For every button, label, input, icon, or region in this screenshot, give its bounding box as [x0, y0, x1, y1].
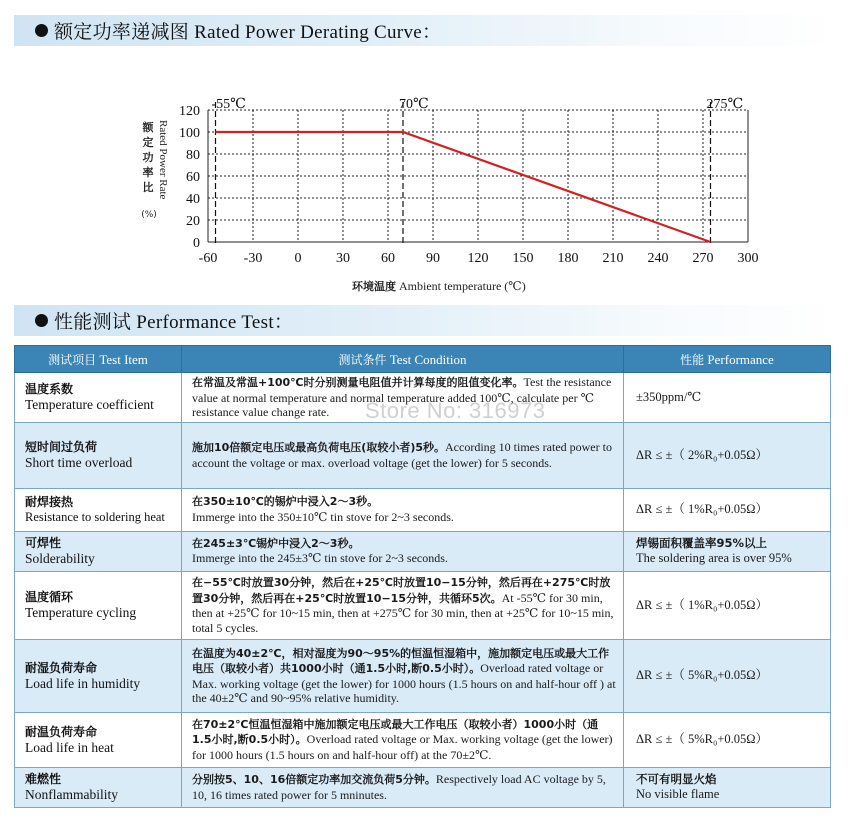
marker-label: -55℃ — [211, 97, 246, 112]
cell-performance: ΔR ≤ ±（ 1%R₀+0.05Ω） — [624, 488, 831, 531]
y-tick-label: 0 — [193, 236, 200, 251]
cell-performance: ΔR ≤ ±（ 1%R₀+0.05Ω） — [624, 571, 831, 639]
x-tick-label: 240 — [647, 251, 669, 266]
x-axis-label-en: Ambient temperature (℃) — [399, 279, 526, 293]
x-tick-label: -30 — [243, 251, 263, 266]
table-row — [15, 712, 831, 767]
y-axis-label-char: 功 — [142, 151, 154, 164]
header-test-item: 测试项目 Test Item — [15, 346, 182, 373]
y-tick-label: 60 — [186, 170, 200, 185]
header-test-condition: 测试条件 Test Condition — [182, 346, 624, 373]
header-performance: 性能 Performance — [624, 346, 831, 373]
section-header-derating — [14, 15, 840, 46]
x-axis-label — [352, 278, 526, 294]
section-title-derating: 额定功率递减图 Rated Power Derating Curve： — [54, 22, 442, 43]
cell-test-condition: 在245±3℃锡炉中浸入2～3秒。 Immerge into the 245±3℃ tin stove for 2~3 seconds. — [182, 531, 624, 571]
section-header-performance — [14, 305, 840, 336]
cell-test-condition: 在70±2℃恒温恒湿箱中施加额定电压或最大工作电压（取较小者）1000小时（通1.5小时,断0.5小时）。Overload rated voltage or Max. working voltage (get the lower) for 1000 hours (1.5 hours on and half-hour off) at the 70±2℃. — [182, 712, 624, 767]
derating-chart — [130, 90, 780, 300]
cell-test-item: 可焊性 Solderability — [15, 531, 182, 571]
table-row — [15, 531, 831, 571]
y-tick-label: 100 — [179, 126, 200, 141]
table-row — [15, 422, 831, 488]
table-row — [15, 639, 831, 712]
x-tick-label: 300 — [737, 251, 759, 266]
cell-test-item: 温度系数 Temperature coefficient — [15, 373, 182, 423]
y-tick-label: 120 — [179, 104, 200, 119]
store-watermark: Store No: 316973 — [365, 398, 546, 423]
bullet-icon — [35, 314, 48, 327]
y-axis-unit: (%) — [141, 210, 157, 220]
x-tick-label: 180 — [557, 251, 579, 266]
derating-line — [216, 132, 711, 242]
y-axis-label-char: 定 — [142, 136, 154, 149]
x-axis-label-cn: 环境温度 — [352, 280, 396, 293]
bullet-icon — [35, 24, 48, 37]
x-tick-label: 150 — [512, 251, 534, 266]
cell-performance: 不可有明显火焰 No visible flame — [624, 767, 831, 807]
cell-performance: ±350ppm/℃ — [624, 373, 831, 423]
x-tick-label: 90 — [426, 251, 440, 266]
x-tick-label: 30 — [336, 251, 350, 266]
cell-performance: ΔR ≤ ±（ 5%R₀+0.05Ω） — [624, 712, 831, 767]
y-tick-label: 20 — [186, 214, 200, 229]
table-row — [15, 767, 831, 807]
cell-test-item: 短时间过负荷 Short time overload — [15, 422, 182, 488]
cell-test-condition: 在温度为40±2℃，相对湿度为90～95%的恒温恒湿箱中，施加额定电压或最大工作电压（取较小者）共1000小时（通1.5小时,断0.5小时）。Overload rated voltage or Max. working voltage (get the lower) for 1000 hours (1.5 hours on and half-hour off ) at the 40±2℃ and 90~95% relative humidity. — [182, 639, 624, 712]
x-tick-label: -60 — [198, 251, 218, 266]
x-tick-label: 210 — [602, 251, 624, 266]
performance-table — [14, 345, 831, 808]
cell-test-item: 耐焊接热 Resistance to soldering heat — [15, 488, 182, 531]
cell-test-item: 温度循环 Temperature cycling — [15, 571, 182, 639]
y-axis-label — [136, 120, 176, 220]
cell-test-item: 耐温负荷寿命 Load life in heat — [15, 712, 182, 767]
cell-test-condition: 在常温及常温+100℃时分别测量电阻值并计算每度的阻值变化率。Test the resistance value at normal temperature and normal temperature added 100℃, calculate per ℃ resistance value change rate. — [182, 373, 624, 423]
y-axis-label-cn — [140, 120, 156, 195]
table-row — [15, 373, 831, 423]
table-row — [15, 488, 831, 531]
x-tick-label: 270 — [692, 251, 714, 266]
cell-test-condition: 在350±10℃的锡炉中浸入2～3秒。 Immerge into the 350±10℃ tin stove for 2~3 seconds. — [182, 488, 624, 531]
marker-label: 70℃ — [399, 97, 429, 112]
x-tick-label: 0 — [294, 251, 302, 266]
cell-test-item: 耐湿负荷寿命 Load life in humidity — [15, 639, 182, 712]
y-tick-label: 80 — [186, 148, 200, 163]
y-axis-label-char: 率 — [142, 166, 154, 179]
cell-test-condition: 分别按5、10、16倍额定功率加交流负荷5分钟。Respectively load AC voltage by 5, 10, 16 times rated power for 5 mninutes. — [182, 767, 624, 807]
y-axis-label-char: 比 — [142, 181, 154, 194]
table-header-row — [15, 346, 831, 373]
section-title-performance: 性能测试 Performance Test： — [54, 312, 294, 333]
x-tick-label: 120 — [467, 251, 489, 266]
cell-performance: ΔR ≤ ±（ 2%R₀+0.05Ω） — [624, 422, 831, 488]
cell-test-condition: 施加10倍额定电压或最高负荷电压(取较小者)5秒。According 10 times rated power to account the voltage or max. overload voltage (get the lower) for 5 seconds. — [182, 422, 624, 488]
cell-test-condition: 在−55℃时放置30分钟，然后在+25℃时放置10−15分钟，然后再在+275℃时放置30分钟，然后再在+25℃时放置10−15分钟，共循环5次。At -55℃ for 30 min, then at +25℃ for 10~15 min, then at +275℃ for 30 min, then at +25℃ for 10~15 min, total 5 cycles. — [182, 571, 624, 639]
marker-label: 275℃ — [706, 97, 744, 112]
y-axis-label-char: 额 — [142, 121, 154, 134]
table-row — [15, 571, 831, 639]
cell-performance: 焊锡面积覆盖率95%以上 The soldering area is over 95% — [624, 531, 831, 571]
y-tick-label: 40 — [186, 192, 200, 207]
y-axis-label-en: Rated Power Rate — [157, 120, 169, 200]
cell-test-item: 难燃性 Nonflammability — [15, 767, 182, 807]
x-tick-label: 60 — [381, 251, 395, 266]
cell-performance: ΔR ≤ ±（ 5%R₀+0.05Ω） — [624, 639, 831, 712]
